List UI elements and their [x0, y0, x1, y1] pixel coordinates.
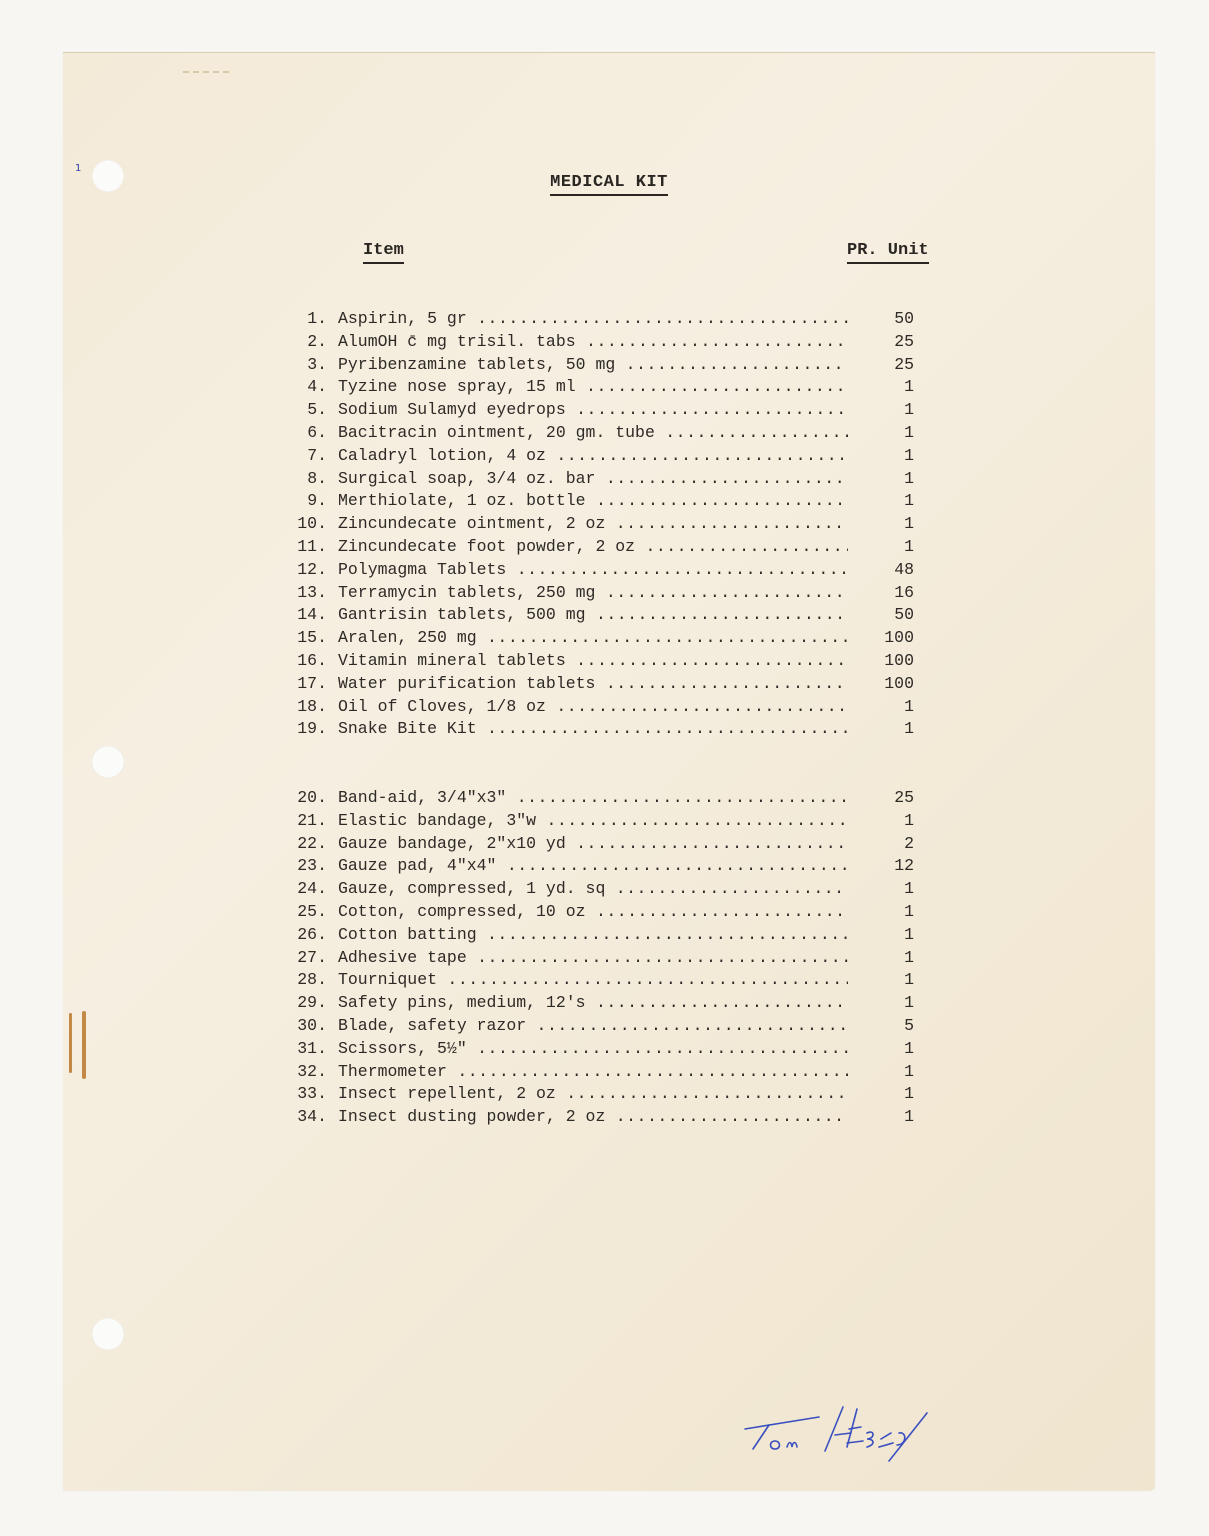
item-name: Insect dusting powder, 2 oz .....: [338, 1107, 848, 1126]
item-qty: 1: [904, 468, 914, 488]
item-num: 23.: [297, 856, 327, 876]
item-num: 8.: [307, 468, 327, 488]
item-qty: 1: [904, 1084, 914, 1104]
list-item: [271, 674, 971, 697]
item-num: 11.: [297, 536, 327, 556]
item-num: 21.: [297, 810, 327, 830]
item-num: 15.: [297, 628, 327, 648]
item-qty: 1: [904, 491, 914, 511]
list-item: [271, 400, 971, 423]
item-qty: 1: [904, 1107, 914, 1127]
list-item: [271, 583, 971, 606]
column-header-item: Item: [363, 241, 404, 260]
list-item: [271, 491, 971, 514]
item-num: 10.: [297, 514, 327, 534]
item-qty: 1: [904, 1038, 914, 1058]
list-item: [271, 1062, 971, 1085]
item-num: 2.: [307, 331, 327, 351]
item-qty: 1: [904, 1061, 914, 1081]
item-qty: 100: [884, 650, 914, 670]
item-name: Safety pins, medium, 12's .....: [338, 993, 848, 1012]
margin-page-mark: 1: [75, 163, 82, 174]
list-item: [271, 1039, 971, 1062]
item-num: 29.: [297, 993, 327, 1013]
rust-stain: [82, 1011, 86, 1079]
item-qty: 50: [894, 309, 914, 328]
punch-hole-bottom: [92, 1318, 124, 1350]
item-num: 19.: [297, 719, 327, 739]
list-item: [271, 355, 971, 378]
item-num: 18.: [297, 696, 327, 716]
item-num: 30.: [297, 1015, 327, 1035]
item-qty: 48: [894, 559, 914, 579]
item-qty: 5: [904, 1015, 914, 1035]
list-item: [271, 651, 971, 674]
item-qty: 1: [904, 536, 914, 556]
list-item: [271, 834, 971, 857]
item-qty: 50: [894, 605, 914, 625]
list-item: [271, 856, 971, 879]
item-name: Aspirin, 5 gr .....: [338, 309, 848, 328]
item-qty: 1: [904, 947, 914, 967]
list-item: [271, 902, 971, 925]
item-num: 34.: [297, 1107, 327, 1127]
item-name: Zincundecate foot powder, 2 oz .....: [338, 537, 848, 556]
item-num: 17.: [297, 673, 327, 693]
item-num: 33.: [297, 1084, 327, 1104]
item-name: Merthiolate, 1 oz. bottle .....: [338, 491, 848, 510]
list-item: [271, 788, 971, 811]
item-name: Gantrisin tablets, 500 mg .....: [338, 605, 848, 624]
list-item: [271, 560, 971, 583]
item-qty: 1: [904, 422, 914, 442]
medication-list: [271, 309, 971, 742]
item-qty: 1: [904, 719, 914, 739]
item-num: 16.: [297, 650, 327, 670]
item-name: Pyribenzamine tablets, 50 mg .....: [338, 355, 848, 374]
item-num: 13.: [297, 582, 327, 602]
item-qty: 1: [904, 377, 914, 397]
item-name: Blade, safety razor .....: [338, 1016, 848, 1035]
item-num: 9.: [307, 491, 327, 511]
list-item: [271, 879, 971, 902]
item-num: 32.: [297, 1061, 327, 1081]
item-num: 12.: [297, 559, 327, 579]
item-name: Band-aid, 3/4"x3" .....: [338, 788, 848, 807]
list-item: [271, 993, 971, 1016]
item-num: 27.: [297, 947, 327, 967]
item-qty: 1: [904, 924, 914, 944]
list-item: [271, 970, 971, 993]
item-name: Bacitracin ointment, 20 gm. tube .....: [338, 423, 848, 442]
item-num: 3.: [307, 354, 327, 374]
list-item: [271, 628, 971, 651]
punch-hole-middle: [92, 746, 124, 778]
item-name: Gauze, compressed, 1 yd. sq .....: [338, 879, 848, 898]
list-item: [271, 1107, 971, 1130]
item-name: Water purification tablets .....: [338, 674, 848, 693]
item-qty: 25: [894, 331, 914, 351]
item-name: Gauze bandage, 2"x10 yd .....: [338, 834, 848, 853]
supplies-list: [271, 788, 971, 1130]
list-item: [271, 925, 971, 948]
item-num: 22.: [297, 833, 327, 853]
list-item: [271, 377, 971, 400]
item-num: 14.: [297, 605, 327, 625]
list-item: [271, 605, 971, 628]
item-qty: 25: [894, 788, 914, 807]
item-name: Vitamin mineral tablets .....: [338, 651, 848, 670]
list-item: [271, 719, 971, 742]
item-qty: 1: [904, 514, 914, 534]
list-item: [271, 332, 971, 355]
item-qty: 1: [904, 901, 914, 921]
signature: [739, 1403, 929, 1463]
list-item: [271, 514, 971, 537]
item-num: 20.: [297, 788, 327, 807]
item-name: Tourniquet .....: [338, 970, 848, 989]
list-item: [271, 1084, 971, 1107]
item-num: 6.: [307, 422, 327, 442]
item-qty: 1: [904, 696, 914, 716]
list-item: [271, 811, 971, 834]
item-num: 26.: [297, 924, 327, 944]
item-qty: 1: [904, 810, 914, 830]
item-name: Thermometer .....: [338, 1062, 848, 1081]
item-name: Tyzine nose spray, 15 ml .....: [338, 377, 848, 396]
item-name: Surgical soap, 3/4 oz. bar .....: [338, 469, 848, 488]
item-qty: 100: [884, 628, 914, 648]
item-name: Aralen, 250 mg .....: [338, 628, 848, 647]
item-qty: 1: [904, 879, 914, 899]
document-page: [63, 52, 1155, 1491]
page-title: MEDICAL KIT: [63, 173, 1155, 192]
staple-mark: [183, 71, 229, 81]
item-name: Zincundecate ointment, 2 oz .....: [338, 514, 848, 533]
item-qty: 12: [894, 856, 914, 876]
item-num: 5.: [307, 400, 327, 420]
list-item: [271, 446, 971, 469]
list-item: [271, 423, 971, 446]
list-item: [271, 1016, 971, 1039]
list-item: [271, 697, 971, 720]
item-qty: 1: [904, 445, 914, 465]
item-name: Snake Bite Kit .....: [338, 719, 848, 738]
item-name: Elastic bandage, 3"w .....: [338, 811, 848, 830]
item-qty: 2: [904, 833, 914, 853]
list-item: [271, 537, 971, 560]
item-qty: 1: [904, 993, 914, 1013]
item-num: 7.: [307, 445, 327, 465]
item-name: Scissors, 5½" .....: [338, 1039, 848, 1058]
item-qty: 25: [894, 354, 914, 374]
item-num: 1.: [307, 309, 327, 328]
item-qty: 16: [894, 582, 914, 602]
rust-stain: [69, 1013, 72, 1073]
item-num: 4.: [307, 377, 327, 397]
item-qty: 100: [884, 673, 914, 693]
item-num: 31.: [297, 1038, 327, 1058]
item-name: Oil of Cloves, 1/8 oz .....: [338, 697, 848, 716]
item-num: 24.: [297, 879, 327, 899]
column-header-unit: PR. Unit: [847, 241, 929, 260]
item-name: Cotton batting .....: [338, 925, 848, 944]
item-num: 28.: [297, 970, 327, 990]
item-name: Terramycin tablets, 250 mg .....: [338, 583, 848, 602]
item-name: Insect repellent, 2 oz .....: [338, 1084, 848, 1103]
list-item: [271, 948, 971, 971]
item-name: Cotton, compressed, 10 oz .....: [338, 902, 848, 921]
item-name: AlumOH c̄ mg trisil. tabs .....: [338, 332, 848, 351]
list-item: [271, 469, 971, 492]
item-name: Gauze pad, 4"x4" .....: [338, 856, 848, 875]
item-name: Sodium Sulamyd eyedrops .....: [338, 400, 848, 419]
item-name: Polymagma Tablets .....: [338, 560, 848, 579]
item-name: Adhesive tape .....: [338, 948, 848, 967]
list-item: [271, 309, 971, 332]
item-name: Caladryl lotion, 4 oz .....: [338, 446, 848, 465]
item-num: 25.: [297, 901, 327, 921]
item-qty: 1: [904, 970, 914, 990]
item-qty: 1: [904, 400, 914, 420]
